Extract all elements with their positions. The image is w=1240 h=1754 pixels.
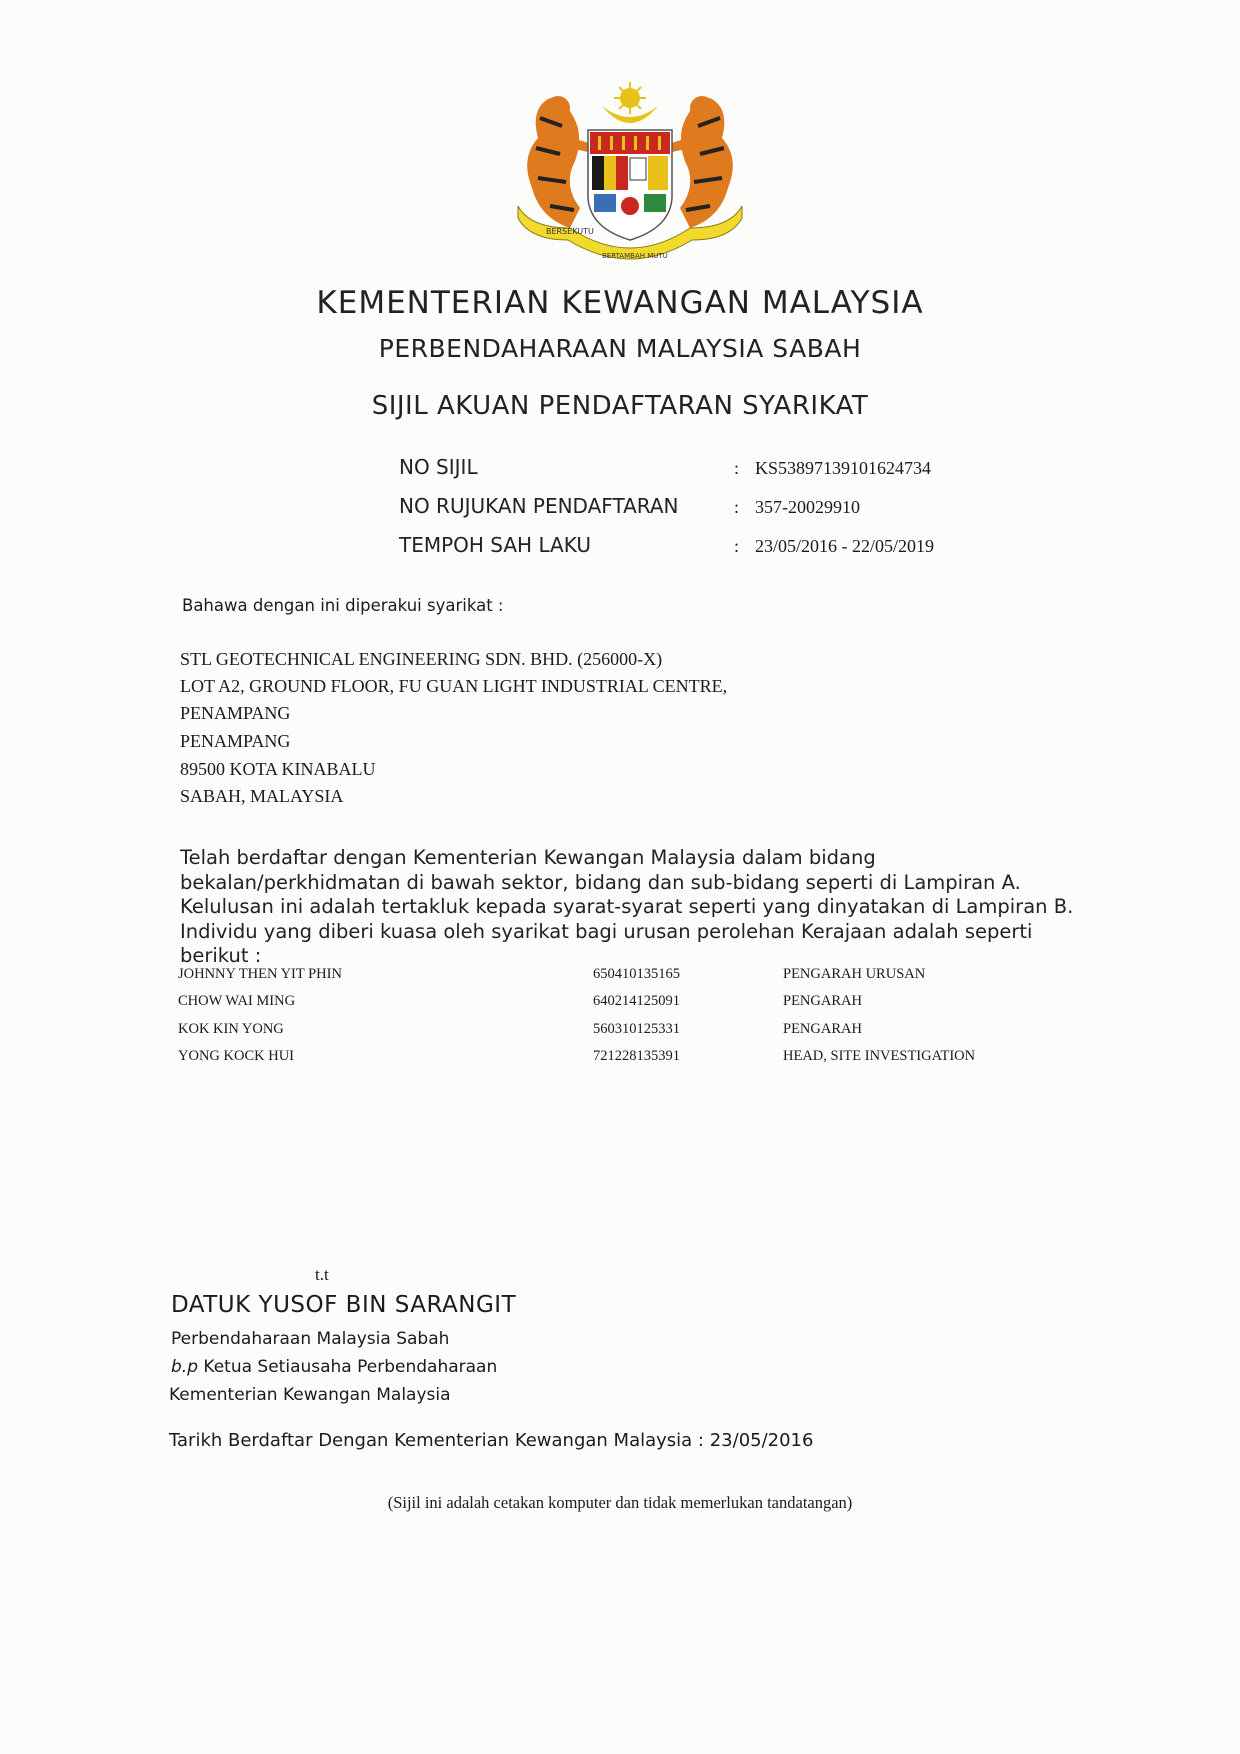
director-name: CHOW WAI MING [178,993,296,1009]
director-ic: 650410135165 [593,966,680,982]
company-address-line: 89500 KOTA KINABALU [180,759,376,779]
info-value-no-rujukan: 357-20029910 [755,497,860,517]
company-name: STL GEOTECHNICAL ENGINEERING SDN. BHD. (256000-X) [180,649,663,669]
director-position: PENGARAH URUSAN [783,966,926,982]
signatory-behalf-line [171,1357,497,1377]
info-label-no-sijil: NO SIJIL [399,455,478,479]
director-ic: 560310125331 [593,1021,680,1037]
company-address-line: SABAH, MALAYSIA [180,786,344,806]
director-position: HEAD, SITE INVESTIGATION [783,1048,976,1064]
director-position: PENGARAH [783,993,862,1009]
director-name: KOK KIN YONG [178,1021,284,1037]
info-label-no-rujukan: NO RUJUKAN PENDAFTARAN [399,494,679,518]
computer-generated-note: (Sijil ini adalah cetakan komputer dan tidak memerlukan tandatangan) [387,1493,853,1512]
company-address-line: PENAMPANG [180,731,291,751]
company-address-line: LOT A2, GROUND FLOOR, FU GUAN LIGHT INDUSTRIAL CENTRE, [180,676,728,696]
info-colon: : [734,458,740,478]
coat-of-arms-emblem [510,78,750,274]
left-tiger [527,96,592,228]
director-name: JOHNNY THEN YIT PHIN [178,966,342,982]
info-colon: : [734,497,740,517]
director-position: PENGARAH [783,1021,862,1037]
right-tiger [668,96,733,228]
registration-date-line [169,1430,813,1451]
signatory-ministry: Kementerian Kewangan Malaysia [169,1385,451,1405]
director-ic: 640214125091 [593,993,680,1009]
registration-paragraph: Telah berdaftar dengan Kementerian Kewangan Malaysia dalam bidang bekalan/perkhidmatan di bawah sektor, bidang dan sub-bidang seperti di Lampiran A. Kelulusan ini adalah tertakluk kepada syarat-syarat seperti yang dinyatakan di Lampiran B. Individu yang diberi kuasa oleh syarikat bagi urusan perolehan Kerajaan adalah seperti berikut : [180,846,1074,967]
intro-text: Bahawa dengan ini diperakui syarikat : [182,596,504,615]
director-ic: 721228135391 [593,1048,680,1064]
info-value-tempoh: 23/05/2016 - 22/05/2019 [755,536,934,556]
info-colon: : [734,536,740,556]
department-heading: PERBENDAHARAAN MALAYSIA SABAH [378,334,862,363]
motto-left-text: BERSEKUTU [546,227,594,236]
behalf-abbrev: b.p [171,1357,198,1377]
info-value-no-sijil: KS53897139101624734 [755,458,932,478]
signatory-name: DATUK YUSOF BIN SARANGIT [171,1292,517,1318]
certificate-title: SIJIL AKUAN PENDAFTARAN SYARIKAT [371,391,869,421]
ministry-heading: KEMENTERIAN KEWANGAN MALAYSIA [316,285,924,321]
shield [588,130,672,240]
info-label-tempoh: TEMPOH SAH LAKU [399,533,591,557]
registration-date-label: Tarikh Berdaftar Dengan Kementerian Kewangan Malaysia : [169,1430,704,1451]
signatory-office: Perbendaharaan Malaysia Sabah [171,1329,450,1349]
director-name: YONG KOCK HUI [178,1048,294,1064]
registration-date-value: 23/05/2016 [709,1430,814,1451]
signatory-title: Ketua Setiausaha Perbendaharaan [203,1357,498,1377]
motto-bottom-text: BERTAMBAH MUTU [602,252,668,260]
company-address-line: PENAMPANG [180,703,291,723]
signatory-tt: t.t [315,1265,329,1284]
star-and-crescent [602,82,658,123]
